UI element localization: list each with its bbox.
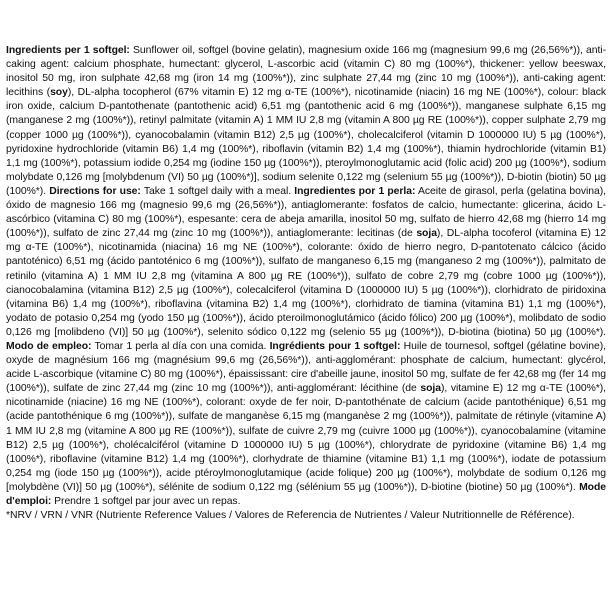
nrv-footnote: *NRV / VRN / VNR (Nutriente Reference Values / Valores de Referencia de Nutrientes / Valeur Nutritionnelle de Référence).	[6, 510, 575, 522]
directions-text-fr: Prendre 1 softgel par jour avec un repas.	[51, 496, 241, 507]
supplement-label-panel	[6, 44, 606, 574]
directions-heading-en: Directions for use:	[49, 185, 141, 197]
ingredients-text-en-continued: ), DL-alpha tocopherol (67% vitamin E) 12 mg α-TE (100%*), nicotinamide (niacin) 16 mg NE (100%*), colour: black iron oxide, calcium D-pantothenate (pantothenic acid) 6,51 mg (pantothenic acid 6 mg (100%*)), manganese sulphate 6,15 mg (manganese 2 mg (100%*)), retinyl palmitate (vitamin A) 1 MM IU 2,8 mg (vitamin A 800 µg RE (100%*)), copper sulphate 2,79 mg (copper 1000 µg (100%*)), cyanocobalamin (vitamin B12) 2,5 µg (100%*), cholecalciferol (vitamin D 1000000 IU) 5 µg (100%*), pyridoxine hydrochloride (vitamin B6) 1,4 mg (100%*), riboflavin (vitamin B2) 1,4 mg (100%*), thiamin hydrochloride (vitamin B1) 1,1 mg (100%*), potassium iodide 0,254 mg (iodine 150 µg (100%*)), pteroylmonoglutamic acid (folic acid) 200 µg (100%*), sodium molybdate 0,126 mg [molybdenum (VI) 50 µg (100%*)], sodium selenite 0,122 mg (selenium 55 µg (100%*)), D-biotin (biotin) 50 µg (100%*).	[6, 87, 606, 197]
ingredients-paragraph	[6, 44, 606, 509]
allergen-es: soja	[416, 228, 437, 240]
ingredients-text-fr-continued: ), vitamine E) 12 mg α-TE (100%*), nicotinamide (niacine) 16 mg NE (100%*), colorant: oxyde de fer noir, D-pantothénate de calcium (acide pantothénique) 6,51 mg (acide pantothénique 6 mg (100%*)), sulfate de manganèse 6,15 mg (manganèse 2 mg (100%*)), palmitate de rétinyle (vitamine A) 1 MM IU 2,8 mg (vitamine A 800 µg RE (100%*)), sulfate de cuivre 2,79 mg (cuivre 1000 µg (100%*)), cyanocobalamine (vitamine B12) 2,5 µg (100%*), cholécalciférol (vitamine D 1000000 IU) 5 µg (100%*), chlorydrate de pyridoxine (vitamine B6) 1,4 mg (100%*), riboflavine (vitamine B12) 1,4 mg (100%*), clorhydrate de thiamine (vitamine B1) 1,1 mg (100%*), iodate de potassium 0,254 mg (iode 150 µg (100%*)), acide ptéroylmonoglutamique (acide folique) 200 µg (100%*), molybdate de sodium 0,126 mg [molybdène (VI)] 50 µg (100%*), sélénite de sodium 0,122 mg (sélénium 55 µg (100%*)), D-biotine (biotine) 50 µg (100%*).	[6, 383, 606, 493]
ingredients-heading-es: Ingredientes por 1 perla:	[294, 185, 416, 197]
allergen-fr: soja	[420, 383, 441, 395]
ingredients-heading-en: Ingredients per 1 softgel:	[6, 45, 130, 56]
ingredients-text-es-continued: ), DL-alpha tocoferol (vitamina E) 12 mg α-TE (100%*), nicotinamida (niacina) 16 mg NE (100%*), colorante: óxido de hierro negro, D-pantotenato cálcico (ácido pantoténico) 6,51 mg (ácido pantoténico 6 mg (100%*)), sulfato de manganeso 6,15 mg (manganeso 2 mg (100%*)), palmitato de retinilo (vitamina A) 1 MM IU 2,8 mg (vitamina A 800 µg RE (100%*)), sulfato de cobre 2,79 mg (cobre 1000 µg (100%*)), cianocobalamina (vitamina B12) 2,5 µg (100%*), colecalciferol (vitamina D (1000000 IU) 5 µg (100%*)), clorhidrato de piridoxina (vitamina B6) 1,4 mg (100%*), riboflavina (vitamina B2) 1,4 mg (100%*), clorhidrato de tiamina (vitamina B1) 1,1 mg (100%*), yodato de potasio 0,254 mg (yodo 150 µg (100%*)), ácido pteroilmonoglutámico (ácido fólico) 200 µg (100%*), molibdato de sodio 0,126 mg [molibdeno (VI)] 50 µg (100%*), selenito sódico 0,122 mg (selenio 55 µg (100%*)), D-biotina (biotina) 50 µg (100%*).	[6, 228, 606, 338]
ingredients-text-es: Aceite de girasol, perla (gelatina bovina), óxido de magnesio 166 mg (magnesio 99,6 mg (26,56%*)), antiaglomerante: fosfatos de calcio, humectante: glicerina, ácido L-ascórbico (vitamina C) 80 mg (100%*), espesante: cera de abeja amarilla, inositol 50 mg, sulfato de hierro 42,68 mg (hierro 14 mg (100%*)), sulfato de zinc 27,44 mg (zinc 10 mg (100%*)), antiaglomerante: lecitinas (de	[6, 185, 606, 240]
directions-heading-es: Modo de empleo:	[6, 340, 92, 352]
ingredients-text-en: Sunflower oil, softgel (bovine gelatin), magnesium oxide 166 mg (magnesium 99,6 mg (26,56%*)), anti-caking agent: calcium phosphate, humectant: glycerol, L-ascorbic acid (vitamin C) 80 mg (100%*), thickener: yellow beeswax, inositol 50 mg, iron sulphate 42,68 mg (iron 14 mg (100%*)), zinc sulphate 27,44 mg (zinc 10 mg (100%*)), anti-caking agent: lecithins (	[6, 45, 606, 99]
ingredients-heading-fr: Ingrédients pour 1 softgel:	[269, 340, 401, 352]
ingredients-text-fr: Huile de tournesol, softgel (gélatine bovine), oxyde de magnésium 166 mg (magnésium 99,6 mg (26,56%*)), anti-agglomérant: phosphate de calcium, humectant: glycérol, acide L-ascorbique (vitamine C) 80 mg (100%*), épaississant: cire d'abeille jaune, inositol 50 mg, sulfate de fer 42,68 mg (fer 14 mg (100%*)), sulfate de zinc 27,44 mg (zinc 10 mg (100%*)), anti-agglomérant: lécithine (de	[6, 340, 606, 395]
directions-text-en: Take 1 softgel daily with a meal.	[140, 185, 295, 197]
directions-heading-fr: Mode d'emploi:	[6, 481, 606, 507]
directions-text-es: Tomar 1 perla al día con una comida.	[91, 340, 270, 352]
allergen-en: soy	[50, 87, 68, 99]
